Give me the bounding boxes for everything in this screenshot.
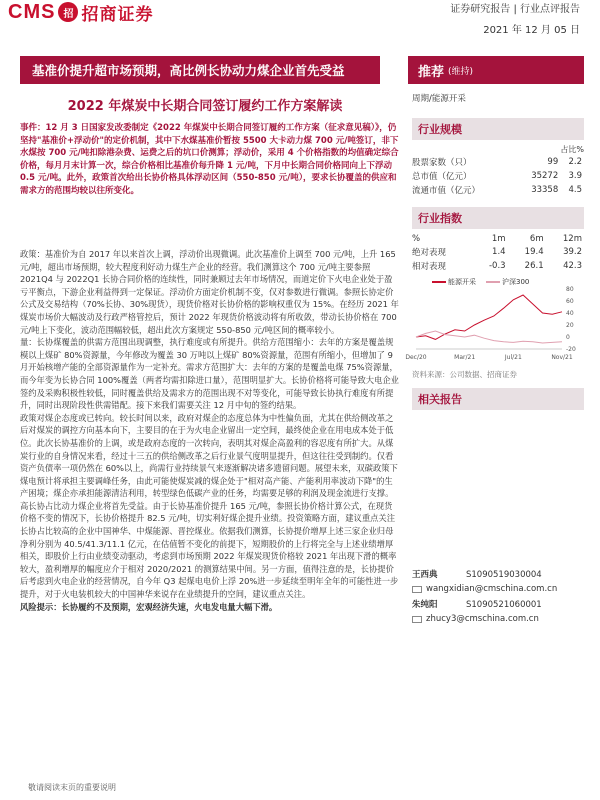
analyst-email-row	[412, 583, 584, 595]
y-tick-label: 20	[566, 322, 574, 329]
table-row	[412, 259, 584, 273]
table-cell: 总市值（亿元）	[412, 172, 472, 182]
chart-source: 资料来源：公司数据、招商证券	[412, 370, 517, 379]
table-cell: 33358	[531, 185, 559, 195]
table-row	[412, 245, 584, 259]
table-cell: 99	[547, 157, 559, 167]
analyst-name: 王西典	[412, 570, 438, 580]
table-cell: 26.1	[524, 261, 544, 271]
x-tick-label: Mar/21	[454, 354, 476, 361]
analyst-email-row	[412, 613, 584, 625]
index-table	[412, 233, 584, 273]
table-cell: 流通市值（亿元）	[412, 186, 481, 196]
table-cell: 35272	[531, 171, 559, 181]
risk-warning: 风险提示：长协履约不及预期，宏观经济失速，火电发电量大幅下滑。	[20, 601, 278, 612]
chart-svg	[405, 286, 584, 365]
analyst-email[interactable]: wangxidian@cmschina.com.cn	[426, 584, 558, 594]
report-body	[20, 248, 400, 613]
y-tick-label: 60	[566, 298, 574, 305]
scale-col-header: 占比%	[560, 145, 584, 154]
series-line-1	[416, 331, 562, 343]
table-row	[412, 169, 584, 183]
mail-icon	[412, 616, 422, 623]
report-type: 证券研究报告 | 行业点评报告	[450, 4, 580, 15]
x-tick-label: Nov/21	[551, 354, 573, 361]
table-cell: -0.3	[488, 261, 506, 271]
x-tick-label: Jul/21	[504, 354, 522, 361]
table-cell: 42.3	[563, 261, 582, 271]
legend-item	[486, 277, 529, 287]
legend-label: 沪深300	[502, 278, 530, 286]
table-cell: 19.4	[524, 247, 544, 257]
logo-badge-icon: 招	[58, 2, 78, 22]
table-row	[412, 183, 584, 197]
table-header-row	[412, 233, 584, 245]
event-summary: 事件：12 月 3 日国家发改委制定《2022 年煤炭中长期合同签订履约工作方案（征求意见稿）》，仍坚持"基准价+浮动价"的定价机制，其中下水煤基准价暂按 5500 大卡动力煤 700 元/吨签订，非下水煤按 700 元/吨扣除港杂费、运费之后的坑口价测算；浮动价，采用 4 个价格指数的均值确定综合价格，每月月末计算一次，综合价格相比基准价每升降 1 元/吨，下月中长期合同价格同向上下浮动 0.5 元/吨。此外，政策首次给出长协价格具体浮动区间（550-850 元/吨），要求长协覆盖的供应和需求方的范围均较以往所变化。	[20, 123, 399, 196]
series-line-0	[416, 295, 562, 339]
company-logo	[8, 0, 153, 24]
y-tick-label: 0	[566, 334, 570, 341]
table-cell: 1m	[491, 234, 506, 244]
analyst-id: S1090521060001	[466, 600, 542, 610]
related-reports-area	[412, 414, 584, 569]
body-paragraph: 政策：基准价为自 2017 年以来首次上调，浮动价出现微调。此次基准价上调至 700 元/吨，上升 165 元/吨，超出市场预期，较大程度利好动力煤生产企业的经营。我们测算这个 700 元/吨主要参照 2021Q4 与 2022Q1 长协合同价格的连续性，同时兼顾过去年市场情况，而道定价下火电企业处于盈亏平衡点，下游企业利益得到一定保证。浮动价方面定价机制不变，仅对参数进行微调。参照长协定价公式及交易结构（70%长协、30%现货），现货价格对长协价格的影响权重仅为 15%。在经历 2021 年煤炭市场价大幅波动及行政严格管控后，预计 2022 年现货价格波动将有所收敛，带动长协价格在 700 元/吨上下变化，波动范围幅较低，超出此次方案规定 550-850 元/吨区间的概率较小。	[20, 249, 399, 335]
headline-banner	[20, 56, 380, 84]
x-tick-label: Dec/20	[405, 354, 427, 361]
related-title: 相关报告	[412, 388, 584, 410]
analyst-row	[412, 599, 584, 611]
scale-title: 行业规模	[412, 118, 584, 140]
table-cell: 股票家数（只）	[412, 158, 472, 168]
table-cell: %	[412, 234, 421, 244]
scale-table	[412, 155, 584, 197]
table-row	[412, 155, 584, 169]
analyst-email[interactable]: zhucy3@cmschina.com.cn	[426, 614, 539, 624]
rating: 推荐	[418, 64, 445, 80]
legend-label: 能源开采	[448, 278, 476, 286]
sidebar	[405, 90, 584, 625]
headline: 基准价提升超市场预期，高比例长协动力煤企业首先受益	[32, 63, 345, 78]
y-tick-label: -20	[566, 346, 576, 353]
report-header	[450, 0, 580, 36]
rating-box	[408, 56, 584, 84]
y-tick-label: 80	[566, 286, 574, 293]
report-subtitle: 2022 年煤炭中长期合同签订履约工作方案解读	[67, 99, 343, 114]
chart-legend	[412, 277, 584, 287]
y-tick-label: 40	[566, 310, 574, 317]
table-cell: 39.2	[563, 247, 582, 257]
logo-cn: 招商证券	[81, 4, 154, 25]
rating-note: (维持)	[448, 66, 474, 77]
body-paragraph: 高长协占比动力煤企业将首先受益。由于长协基准价提升 165 元/吨，参照长协价格计算公式，在现货价格不变的情况下，长协价格提升 82.5 元/吨，切实利好煤企提升业绩。投资策略方面，建议重点关注长协占比较高的企业中国神华、中煤能源、晋控煤业。依据我们测算，长协提价增厚上述三家企业归母净利分别为 40.5/41.3/11.1 亿元，在估值暂不变化的前提下，短期股价的上行将完全与上述业绩增厚相关，即股价上行由业绩变动驱动，考虑到市场预期 2022 年煤炭现货价格较 2021 年出现下滑的概率较大，盈利增厚的幅度应介于相对 2020/2021 的测算结果中间。另一方面，值得注意的是，长协提价后考虑到火电企业的经营情况，自今年 Q3 起煤电电价上浮 20%进一步延续至明年全年的可能性进一步提升，对于火电装机较大的中国神华来说存在业绩提升的空间，建议重点关注。	[20, 500, 399, 600]
index-chart	[405, 277, 584, 365]
table-cell: 1.4	[492, 247, 506, 257]
report-date: 2021 年 12 月 05 日	[483, 25, 580, 36]
body-paragraph: 量：长协煤覆盖的供需方范围出现调整，执行难度或有所提升。供给方范围缩小：去年的方案是覆盖规模以上煤矿 80%资源量，今年修改为覆盖 30 万吨以上煤矿 80%资源量，范围有所缩小，但增加了 9 月开始核增产能的全部资源量作为一定补充。需求方范围扩大：去年的方案的是覆盖电煤 75%资源量，而今年变为长协合同 100%覆盖（两者均需扣除进口量），范围明显扩大。长协价格将可能导致大电企业签约及采购积极性较低，同时覆盖供给及需求方的范围出现不对等变化，可能导致长协执行难度有所提升，同时出现阶段性供需错配。接下来我们需要关注 12 月中旬的签约结果。	[20, 337, 399, 411]
analyst-name: 朱纯阳	[412, 600, 438, 610]
table-cell: 6m	[529, 234, 544, 244]
sector-label: 周期/能源开采	[412, 94, 466, 104]
analyst-block	[412, 569, 584, 625]
table-cell: 3.9	[568, 171, 582, 181]
analyst-row	[412, 569, 584, 581]
table-cell: 相对表现	[412, 262, 447, 272]
mail-icon	[412, 586, 422, 593]
table-cell: 绝对表现	[412, 248, 447, 258]
footer-note: 敬请阅读末页的重要说明	[28, 783, 116, 792]
table-cell: 2.2	[568, 157, 582, 167]
logo-en: CMS	[8, 0, 56, 23]
table-cell: 4.5	[568, 185, 582, 195]
body-paragraph: 政策对煤企态度或已转向。较长时间以来，政府对煤企的态度总体为中性偏负面，尤其在供给侧改革之后对煤炭的调控方向基本向下，主要目的在于为火电企业留出一定空间，最终使企业在用电成本处于低位。此次长协基准价的上调，或是政府态度的一次转向，表明其对煤企高盈利的容忍度有所扩大。从煤炭行业的自身情况来看，经过十三五的供给侧改革之后行业景气度明显提升，但这往往受到制约。仅看资产负债率一项仍然在 60%以上，尚需行业持续景气来逐渐解决诸多遗留问题。展望未来，双碳政策下煤电预计将承担主要调峰任务，由此可能使煤炭减的煤企处于"相对高产能、产能利用率波动下降"的生产困境；煤企亦承担能源清洁利用，转型绿色低碳产业的任务，均需要足够的利润及现金流进行支撑。	[20, 412, 398, 499]
analyst-id: S1090519030004	[466, 570, 542, 580]
legend-item	[432, 277, 476, 287]
table-cell: 12m	[562, 234, 582, 244]
index-title: 行业指数	[412, 207, 584, 229]
